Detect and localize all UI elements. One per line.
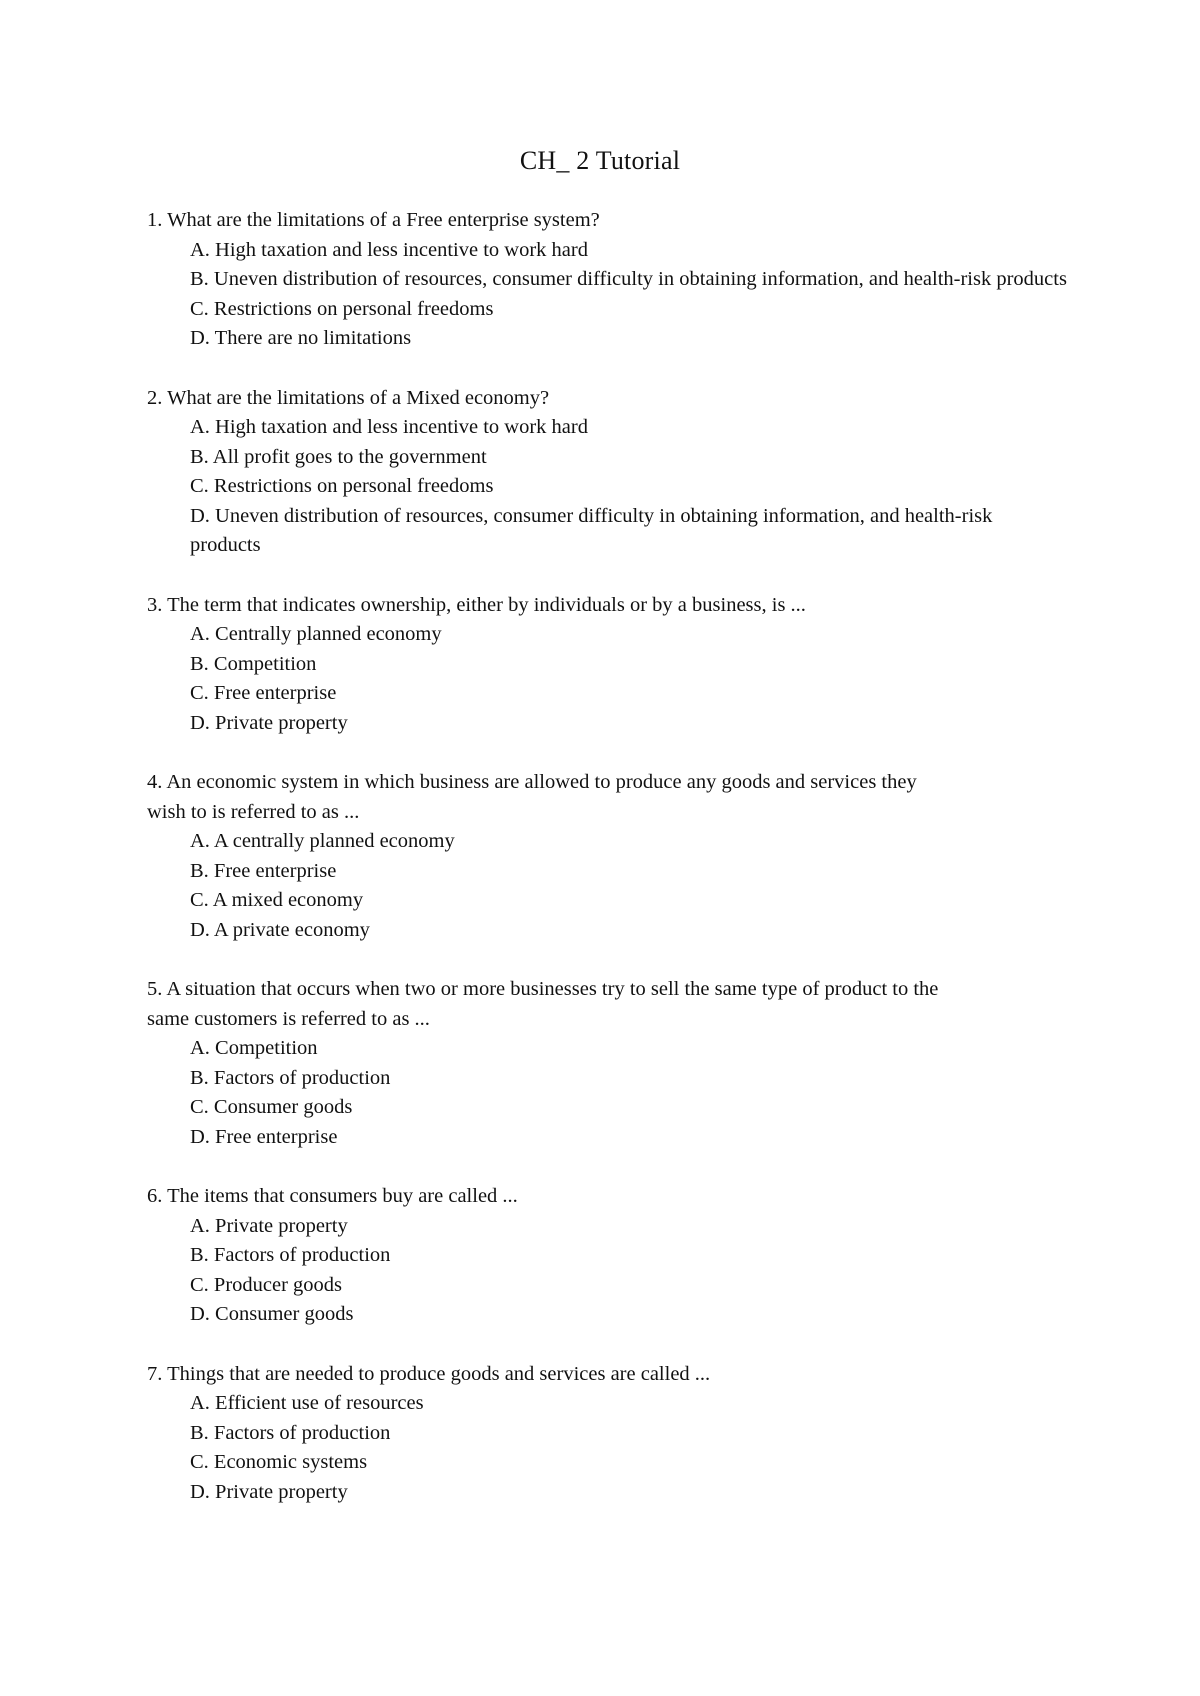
- answer-options: [147, 1034, 1067, 1152]
- question-stem: 2. What are the limitations of a Mixed economy?: [147, 386, 550, 409]
- answer-option-b: B. Factors of production: [190, 1421, 391, 1444]
- answer-option-b: B. Factors of production: [190, 1066, 391, 1089]
- question-6: [147, 1182, 1067, 1330]
- answer-option-a: A. High taxation and less incentive to work hard: [190, 238, 588, 261]
- question-stem: 6. The items that consumers buy are called ...: [147, 1185, 518, 1207]
- document-title: CH_ 2 Tutorial: [519, 146, 681, 175]
- question-stem: 4. An economic system in which business are allowed to produce any goods and services they wish to is referred to as ...: [147, 771, 917, 823]
- answer-option-d: D. There are no limitations: [190, 327, 412, 349]
- answer-option-d: D. Free enterprise: [190, 1125, 338, 1148]
- answer-option-a: A. High taxation and less incentive to work hard: [190, 416, 588, 438]
- question-stem: 3. The term that indicates ownership, either by individuals or by a business, is ...: [147, 593, 806, 616]
- answer-option-c: C. Consumer goods: [190, 1096, 353, 1118]
- answer-option-b: B. Factors of production: [190, 1244, 391, 1266]
- answer-options: [147, 827, 1067, 945]
- answer-option-a: A. Efficient use of resources: [190, 1392, 424, 1414]
- answer-option-b: B. All profit goes to the government: [190, 445, 487, 468]
- question-5: [147, 975, 1067, 1152]
- answer-option-d: D. Consumer goods: [190, 1303, 354, 1325]
- answer-option-b: B. Uneven distribution of resources, consumer difficulty in obtaining information, and health-risk products: [190, 268, 1067, 290]
- answer-option-a: A. Competition: [190, 1037, 318, 1059]
- answer-option-b: B. Competition: [190, 652, 317, 675]
- question-7: [147, 1360, 1067, 1508]
- answer-option-c: C. Restrictions on personal freedoms: [190, 475, 494, 497]
- answer-option-c: C. A mixed economy: [190, 889, 364, 911]
- answer-options: [147, 236, 1067, 354]
- answer-option-c: C. Producer goods: [190, 1273, 343, 1296]
- answer-option-d: D. Private property: [190, 1480, 348, 1503]
- answer-options: [147, 413, 1067, 561]
- answer-options: [147, 620, 1067, 738]
- answer-option-a: A. A centrally planned economy: [190, 830, 455, 852]
- question-stem: 7. Things that are needed to produce goods and services are called ...: [147, 1362, 711, 1385]
- answer-option-a: A. Centrally planned economy: [190, 623, 442, 645]
- answer-options: [147, 1212, 1067, 1330]
- answer-option-d: D. A private economy: [190, 918, 370, 941]
- answer-option-a: A. Private property: [190, 1214, 348, 1237]
- answer-options: [147, 1389, 1067, 1507]
- question-3: [147, 591, 1067, 739]
- answer-option-d: D. Uneven distribution of resources, consumer difficulty in obtaining information, and health-risk products: [190, 504, 993, 556]
- answer-option-b: B. Free enterprise: [190, 859, 337, 882]
- answer-option-c: C. Free enterprise: [190, 682, 337, 704]
- question-4: [147, 768, 1067, 945]
- question-2: [147, 384, 1067, 561]
- question-stem: 5. A situation that occurs when two or more businesses try to sell the same type of product to the same customers is referred to as ...: [147, 978, 939, 1030]
- answer-option-d: D. Private property: [190, 711, 348, 734]
- question-list: [147, 206, 1067, 1537]
- question-stem: 1. What are the limitations of a Free enterprise system?: [147, 209, 600, 231]
- answer-option-c: C. Economic systems: [190, 1451, 368, 1473]
- answer-option-c: C. Restrictions on personal freedoms: [190, 297, 494, 320]
- question-1: [147, 206, 1067, 354]
